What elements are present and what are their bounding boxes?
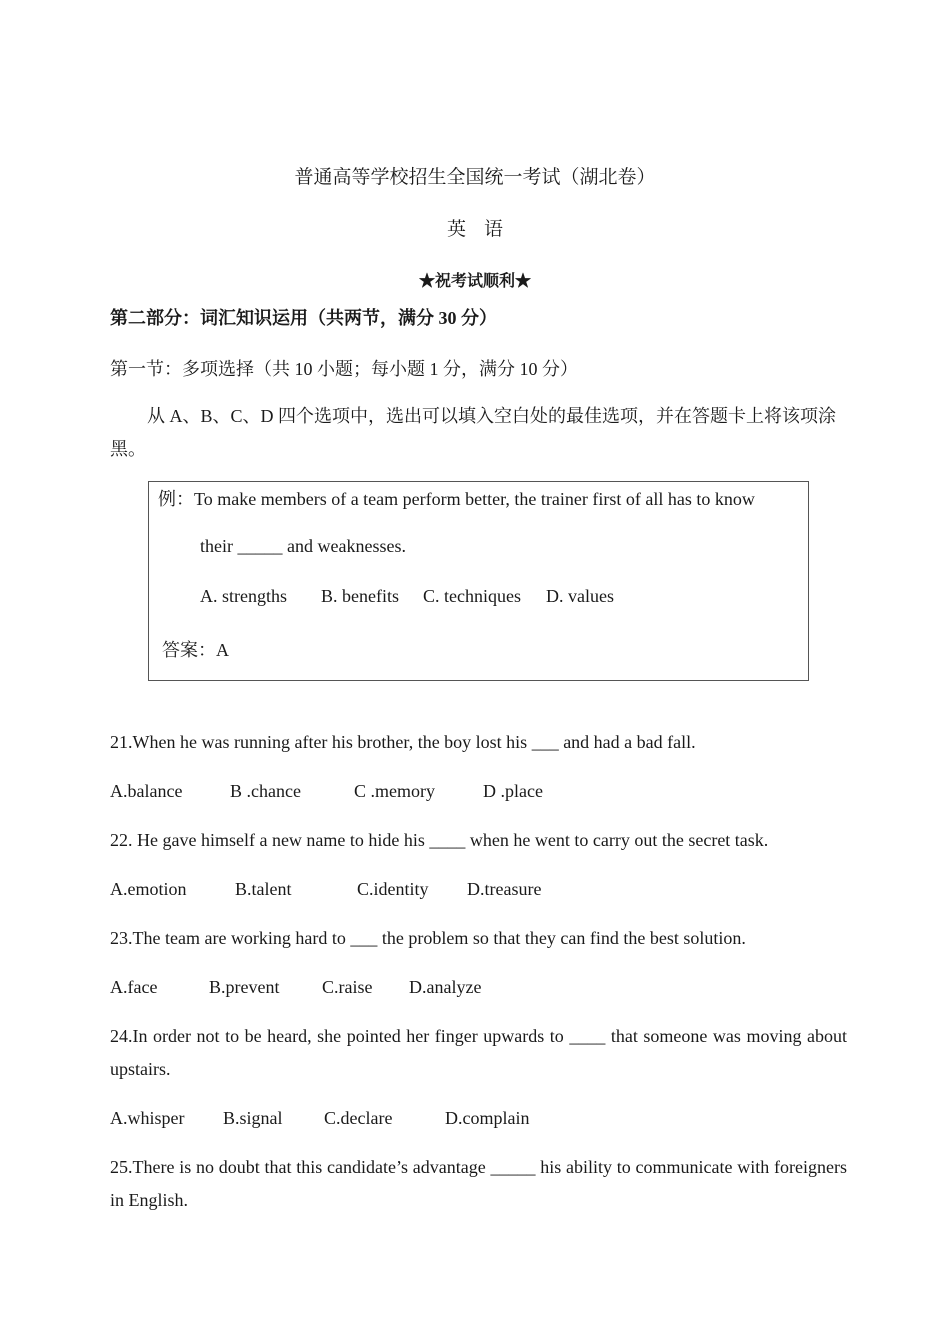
example-option-b: B. benefits (321, 586, 399, 606)
question-24-option-d: D.complain (445, 1108, 530, 1128)
part-title: 第二部分：词汇知识运用（共两节，满分 30 分） (110, 308, 497, 328)
subject-title: 英语 (446, 219, 521, 240)
question-24-option-a: A.whisper (110, 1108, 185, 1128)
question-21: 21.When he was running after his brother, the boy lost his ___ and had a bad fall. (110, 732, 696, 752)
exam-title: 普通高等学校招生全国统一考试（湖北卷） (294, 167, 656, 188)
example-line-1: 例：To make members of a team perform better, the trainer first of all has to know (158, 489, 755, 509)
example-answer: 答案：A (162, 640, 229, 660)
question-22-option-a: A.emotion (110, 879, 187, 899)
section-title: 第一节：多项选择（共 10 小题；每小题 1 分，满分 10 分） (110, 359, 578, 379)
question-25: 25.There is no doubt that this candidate’s advantage _____ his ability to communicate with foreigners in English. (110, 1157, 847, 1210)
question-21-option-a: A.balance (110, 781, 183, 801)
example-option-c: C. techniques (423, 586, 521, 606)
good-luck-banner: ★祝考试顺利★ (418, 273, 531, 290)
example-option-a: A. strengths (200, 586, 287, 606)
instruction-text: 从 A、B、C、D 四个选项中，选出可以填入空白处的最佳选项，并在答题卡上将该项涂黑。 (110, 406, 837, 459)
question-23-option-b: B.prevent (209, 977, 280, 997)
question-21-option-d: D .place (483, 781, 543, 801)
question-23: 23.The team are working hard to ___ the problem so that they can find the best solution. (110, 928, 746, 948)
question-21-option-b: B .chance (230, 781, 301, 801)
question-22-option-b: B.talent (235, 879, 292, 899)
question-24: 24.In order not to be heard, she pointed her finger upwards to ____ that someone was moving about upstairs. (110, 1026, 847, 1079)
question-22: 22. He gave himself a new name to hide his ____ when he went to carry out the secret task. (110, 830, 769, 850)
example-box (148, 481, 809, 681)
question-22-option-c: C.identity (357, 879, 429, 899)
example-line-2: their _____ and weaknesses. (200, 536, 406, 556)
question-23-option-a: A.face (110, 977, 158, 997)
question-24-option-c: C.declare (324, 1108, 393, 1128)
question-24-option-b: B.signal (223, 1108, 283, 1128)
example-option-d: D. values (546, 586, 614, 606)
question-21-option-c: C .memory (354, 781, 435, 801)
question-22-option-d: D.treasure (467, 879, 542, 899)
question-23-option-d: D.analyze (409, 977, 482, 997)
question-23-option-c: C.raise (322, 977, 373, 997)
